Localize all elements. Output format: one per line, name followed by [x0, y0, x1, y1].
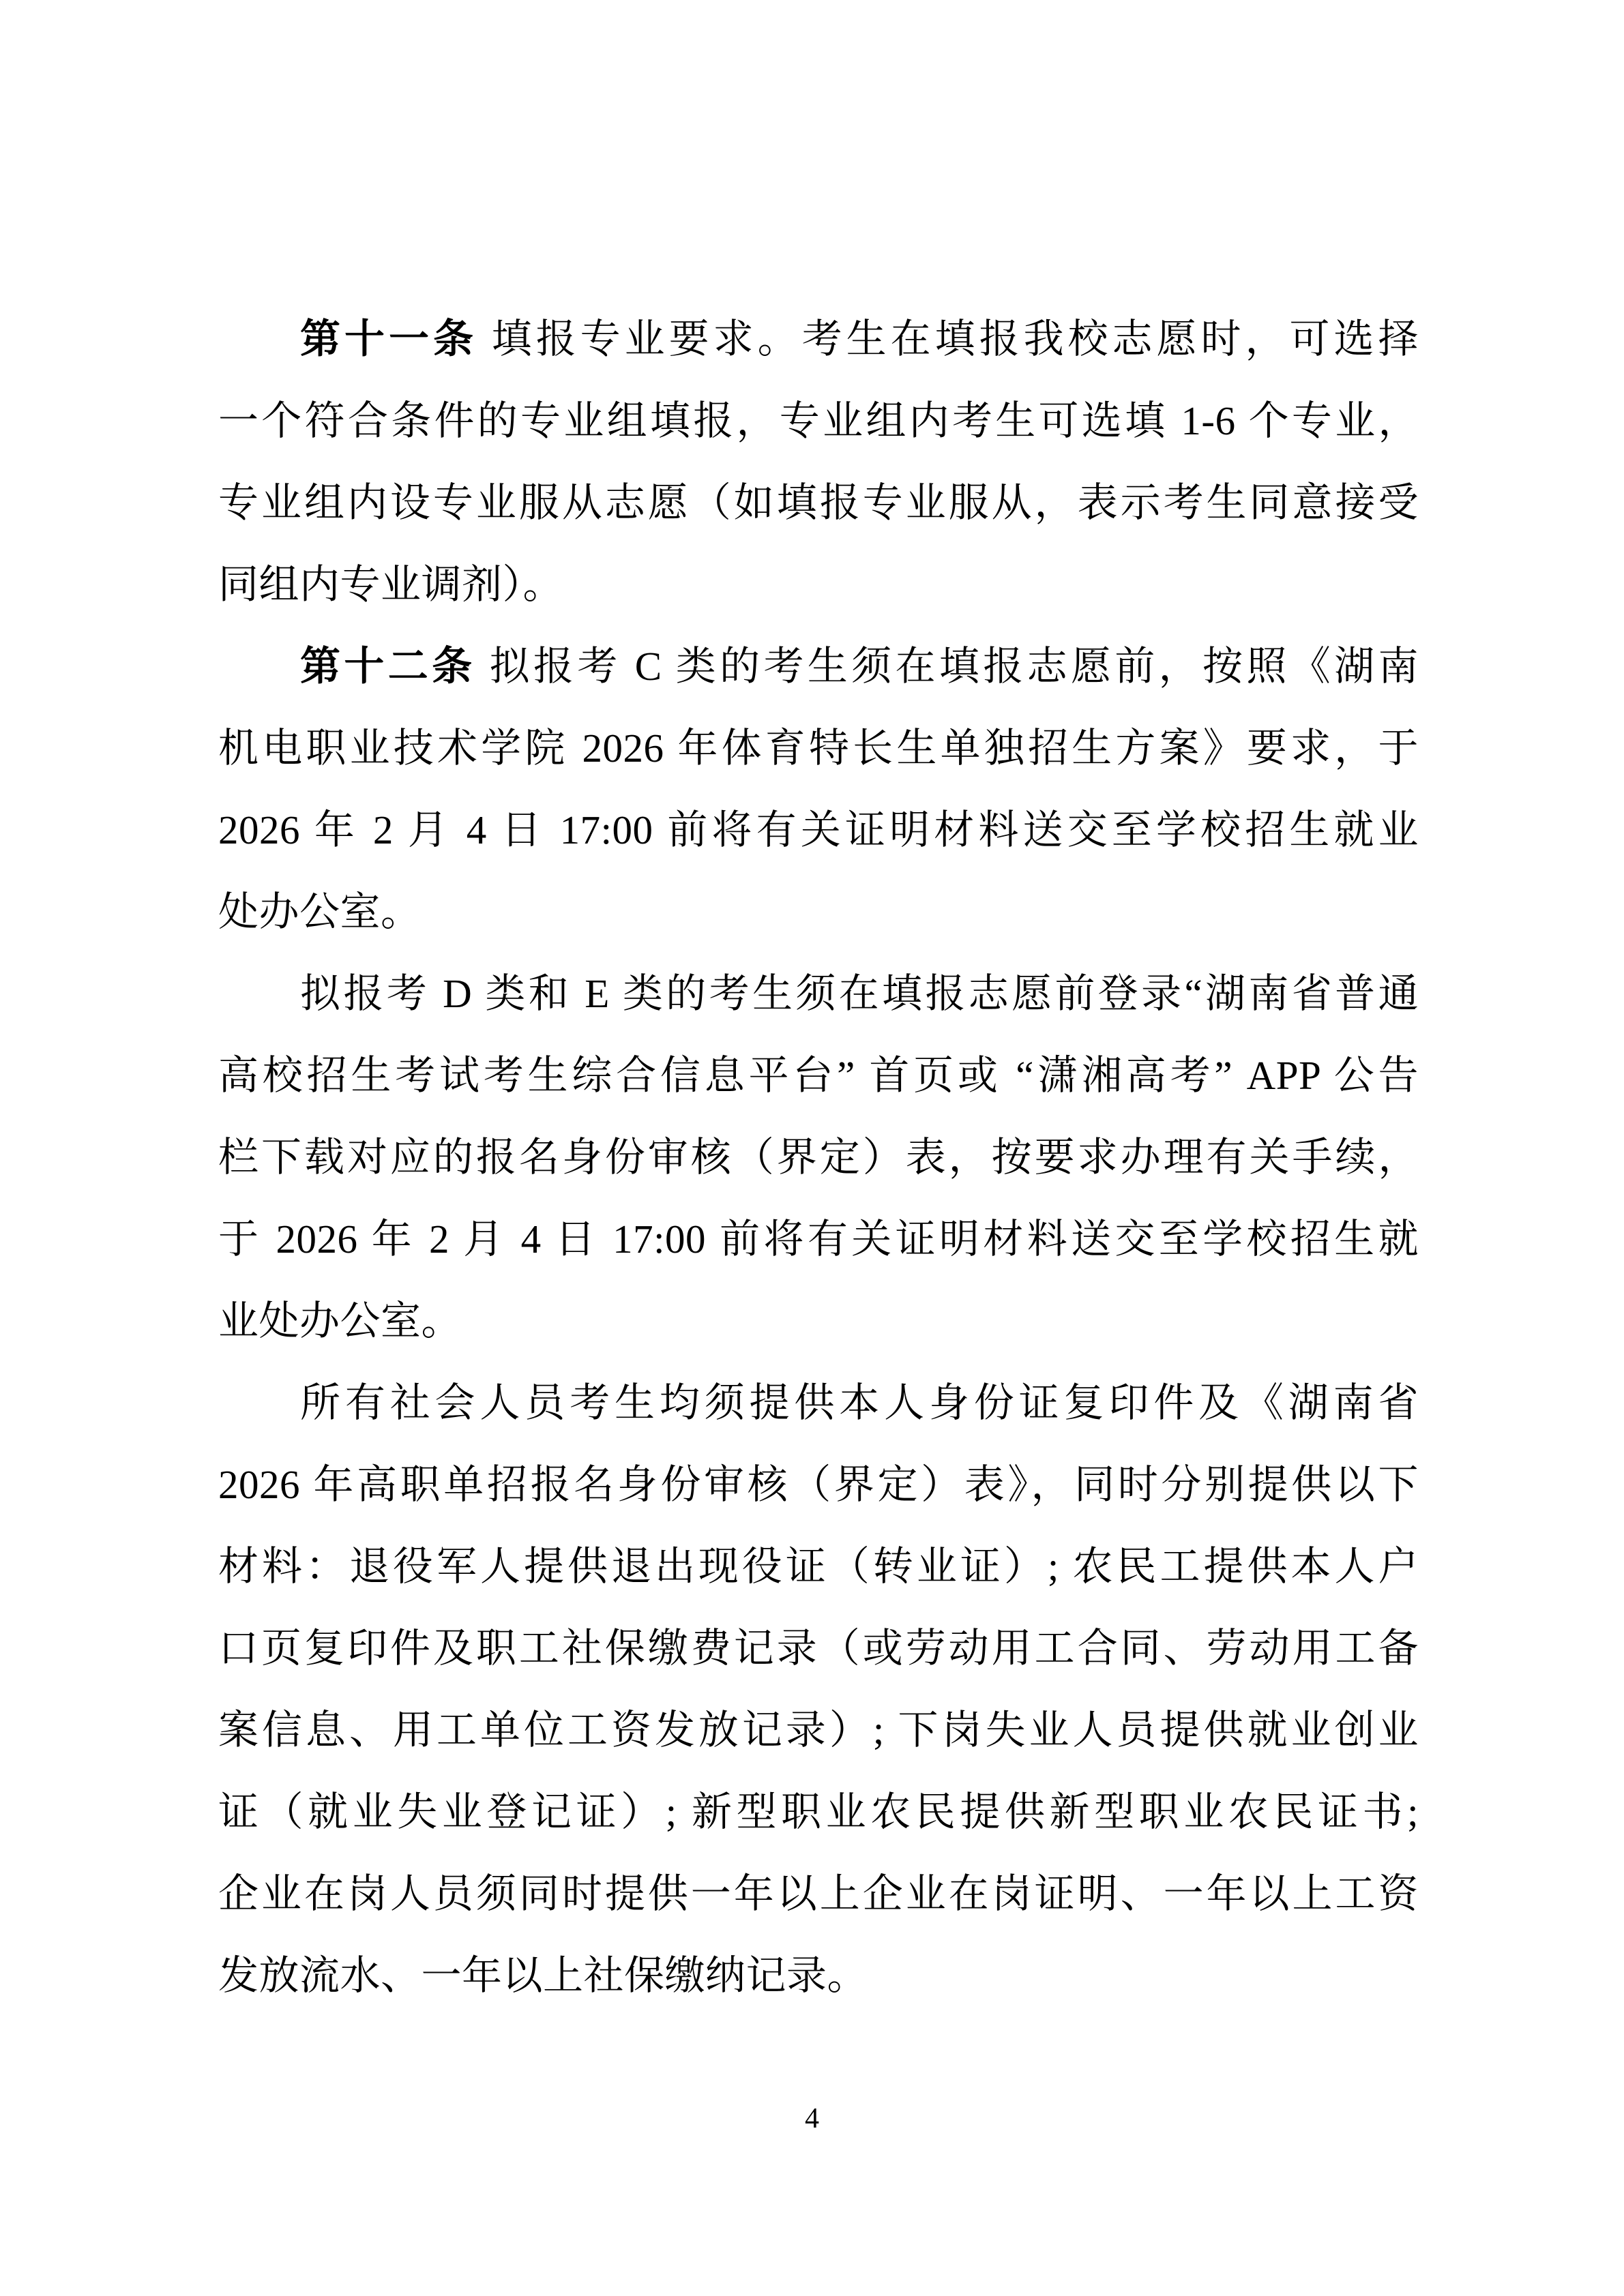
text-segment: 于 2026 年 2 月 4 日 17:00 前将有关证明材料送交至学校招生就 [218, 1217, 1419, 1262]
text-segment: 高校招生考试考生综合信息平台” 首页或 “潇湘高考” APP 公告 [218, 1053, 1419, 1098]
text-segment: 机电职业技术学院 2026 年体育特长生单独招生方案》要求，于 [218, 726, 1419, 771]
text-segment: 拟报考 D 类和 E 类的考生须在填报志愿前登录“湖南省普通 [300, 971, 1419, 1016]
text-line [218, 1280, 1419, 1362]
text-segment: 证（就业失业登记证）; 新型职业农民提供新型职业农民证书; [218, 1789, 1419, 1834]
text-segment: 拟报考 C 类的考生须在填报志愿前，按照《湖南 [475, 644, 1419, 689]
text-line [218, 1689, 1419, 1771]
text-segment: 同组内专业调剂）。 [218, 562, 564, 607]
text-segment: 一个符合条件的专业组填报，专业组内考生可选填 1-6 个专业， [218, 398, 1419, 443]
text-segment: 2026 年高职单招报名身份审核（界定）表》，同时分别提供以下 [218, 1462, 1419, 1507]
text-segment: 填报专业要求。考生在填报我校志愿时，可选择 [477, 316, 1419, 361]
text-line [218, 1853, 1419, 1935]
text-block [218, 298, 1419, 2016]
text-segment: 材料：退役军人提供退出现役证（转业证）; 农民工提供本人户 [218, 1544, 1419, 1589]
text-line [218, 1034, 1419, 1116]
text-line [218, 1362, 1419, 1444]
text-line [218, 1198, 1419, 1280]
text-line [218, 1525, 1419, 1607]
text-line [218, 298, 1419, 380]
text-line [218, 871, 1419, 953]
text-segment: 专业组内设专业服从志愿（如填报专业服从，表示考生同意接受 [218, 480, 1419, 525]
text-segment: 企业在岗人员须同时提供一年以上企业在岗证明、一年以上工资 [218, 1871, 1419, 1916]
text-line [218, 1444, 1419, 1525]
text-segment: 业处办公室。 [218, 1298, 462, 1343]
text-line [218, 380, 1419, 462]
text-segment: 案信息、用工单位工资发放记录）; 下岗失业人员提供就业创业 [218, 1708, 1419, 1753]
text-line [218, 1771, 1419, 1853]
text-line [218, 543, 1419, 625]
text-segment: 处办公室。 [218, 889, 422, 934]
article-number: 第十一条 [300, 316, 477, 361]
text-line [218, 953, 1419, 1034]
page-number: 4 [805, 2103, 819, 2134]
text-line [218, 625, 1419, 707]
text-line [218, 462, 1419, 543]
article-number: 第十二条 [300, 644, 476, 689]
text-segment: 栏下载对应的报名身份审核（界定）表，按要求办理有关手续， [218, 1135, 1419, 1180]
text-line [218, 707, 1419, 789]
text-line [218, 789, 1419, 871]
text-segment: 口页复印件及职工社保缴费记录（或劳动用工合同、劳动用工备 [218, 1626, 1419, 1671]
text-line [218, 1607, 1419, 1689]
text-segment: 2026 年 2 月 4 日 17:00 前将有关证明材料送交至学校招生就业 [218, 807, 1419, 852]
text-line [218, 1935, 1419, 2016]
text-segment: 所有社会人员考生均须提供本人身份证复印件及《湖南省 [300, 1380, 1419, 1425]
text-line [218, 1116, 1419, 1198]
text-segment: 发放流水、一年以上社保缴纳记录。 [218, 1953, 868, 1998]
